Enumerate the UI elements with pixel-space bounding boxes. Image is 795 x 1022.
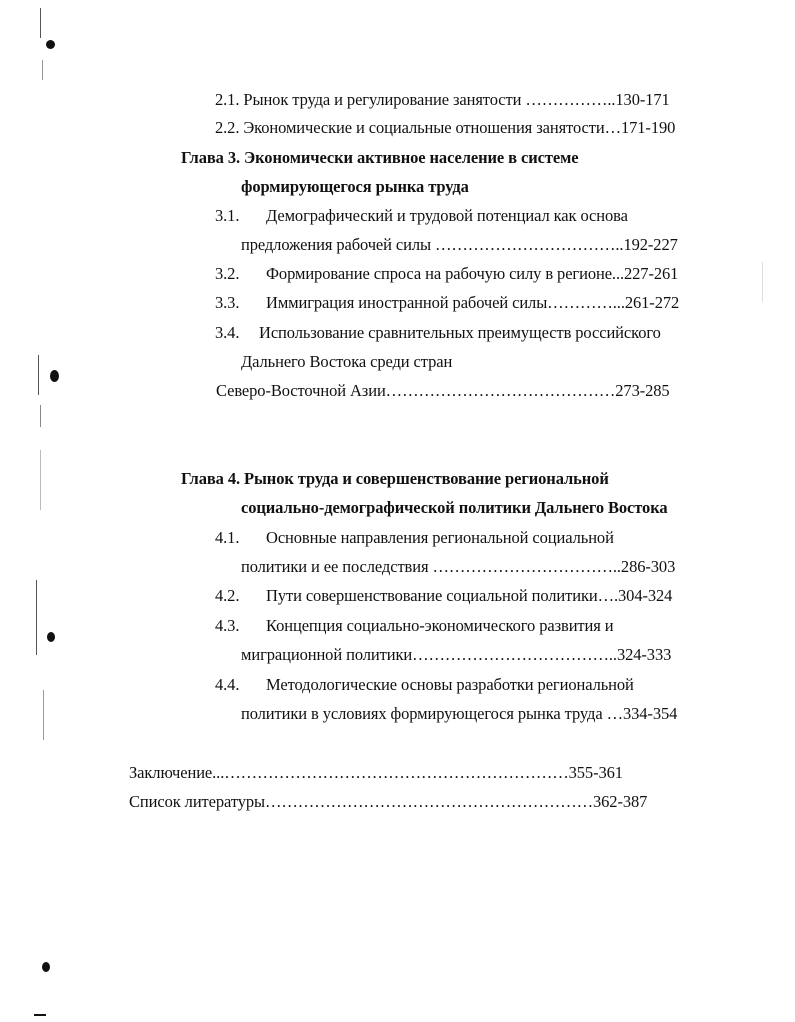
binder-hole-mark	[42, 962, 50, 972]
toc-entry-4-2	[215, 586, 672, 606]
toc-entry-title: Методологические основы разработки региональной	[266, 675, 634, 694]
scan-artifact-line	[762, 262, 763, 302]
toc-entry-4-1-cont: политики и ее последствия ……………………………..286-303	[241, 557, 676, 576]
toc-entry-title: Использование сравнительных преимуществ российского	[259, 323, 661, 342]
scan-artifact-line	[40, 450, 41, 510]
scan-artifact-line	[43, 690, 44, 740]
toc-entry-title: Пути совершенствование социальной политики….304-324	[266, 586, 673, 605]
scan-artifact-line	[38, 355, 39, 395]
binder-hole-mark	[46, 40, 55, 49]
toc-entry-3-1-cont: предложения рабочей силы ……………………………..192-227	[241, 235, 678, 254]
toc-entry-3-2	[215, 264, 678, 284]
toc-entry-conclusion: Заключение...………………………………………………………355-361	[129, 763, 623, 782]
scan-artifact-line	[40, 405, 41, 427]
toc-entry-number: 4.2.	[215, 586, 240, 605]
scan-artifact-line	[40, 8, 41, 38]
toc-entry-title: Концепция социально-экономического развития и	[266, 616, 614, 635]
toc-entry-number: 3.4.	[215, 323, 240, 342]
toc-entry-title: Иммиграция иностранной рабочей силы…………...261-272	[266, 293, 680, 312]
toc-entry-4-3-cont: миграционной политики………………………………..324-333	[241, 645, 672, 664]
chapter-4-heading: Глава 4. Рынок труда и совершенствование региональной	[181, 469, 609, 488]
toc-entry-3-1	[215, 206, 628, 226]
toc-entry-4-3	[215, 616, 614, 636]
toc-entry-3-4-cont: Дальнего Востока среди стран	[241, 352, 453, 371]
toc-entry-references: Список литературы……………………………………………………362-387	[129, 792, 648, 811]
toc-entry-4-4-cont: политики в условиях формирующегося рынка труда …334-354	[241, 704, 678, 723]
toc-entry-title: Формирование спроса на рабочую силу в регионе...227-261	[266, 264, 679, 283]
toc-entry-title: Демографический и трудовой потенциал как основа	[266, 206, 628, 225]
toc-entry-3-4-cont2: Северо-Восточной Азии……………………………………273-285	[216, 381, 670, 400]
chapter-3-heading: Глава 3. Экономически активное население в системе	[181, 148, 579, 167]
toc-entry-3-4	[215, 323, 661, 343]
toc-entry-number: 3.1.	[215, 206, 240, 225]
scan-artifact-line	[36, 580, 37, 655]
binder-hole-mark	[47, 632, 55, 642]
toc-entry-number: 3.3.	[215, 293, 240, 312]
scan-artifact-dash	[34, 1014, 46, 1016]
toc-entry-4-1	[215, 528, 614, 548]
binder-hole-mark	[50, 370, 59, 382]
toc-entry-2-2: 2.2. Экономические и социальные отношения занятости…171-190	[215, 118, 676, 137]
toc-entry-3-3	[215, 293, 679, 313]
toc-entry-number: 3.2.	[215, 264, 240, 283]
toc-entry-4-4	[215, 675, 634, 695]
chapter-4-heading-cont: социально-демографической политики Дальнего Востока	[241, 498, 668, 517]
toc-entry-2-1: 2.1. Рынок труда и регулирование занятости ……………..130-171	[215, 90, 670, 109]
toc-entry-number: 4.4.	[215, 675, 240, 694]
toc-entry-number: 4.1.	[215, 528, 240, 547]
chapter-3-heading-cont: формирующегося рынка труда	[241, 177, 469, 196]
toc-entry-title: Основные направления региональной социальной	[266, 528, 614, 547]
scan-artifact-line	[42, 60, 43, 80]
toc-entry-number: 4.3.	[215, 616, 240, 635]
